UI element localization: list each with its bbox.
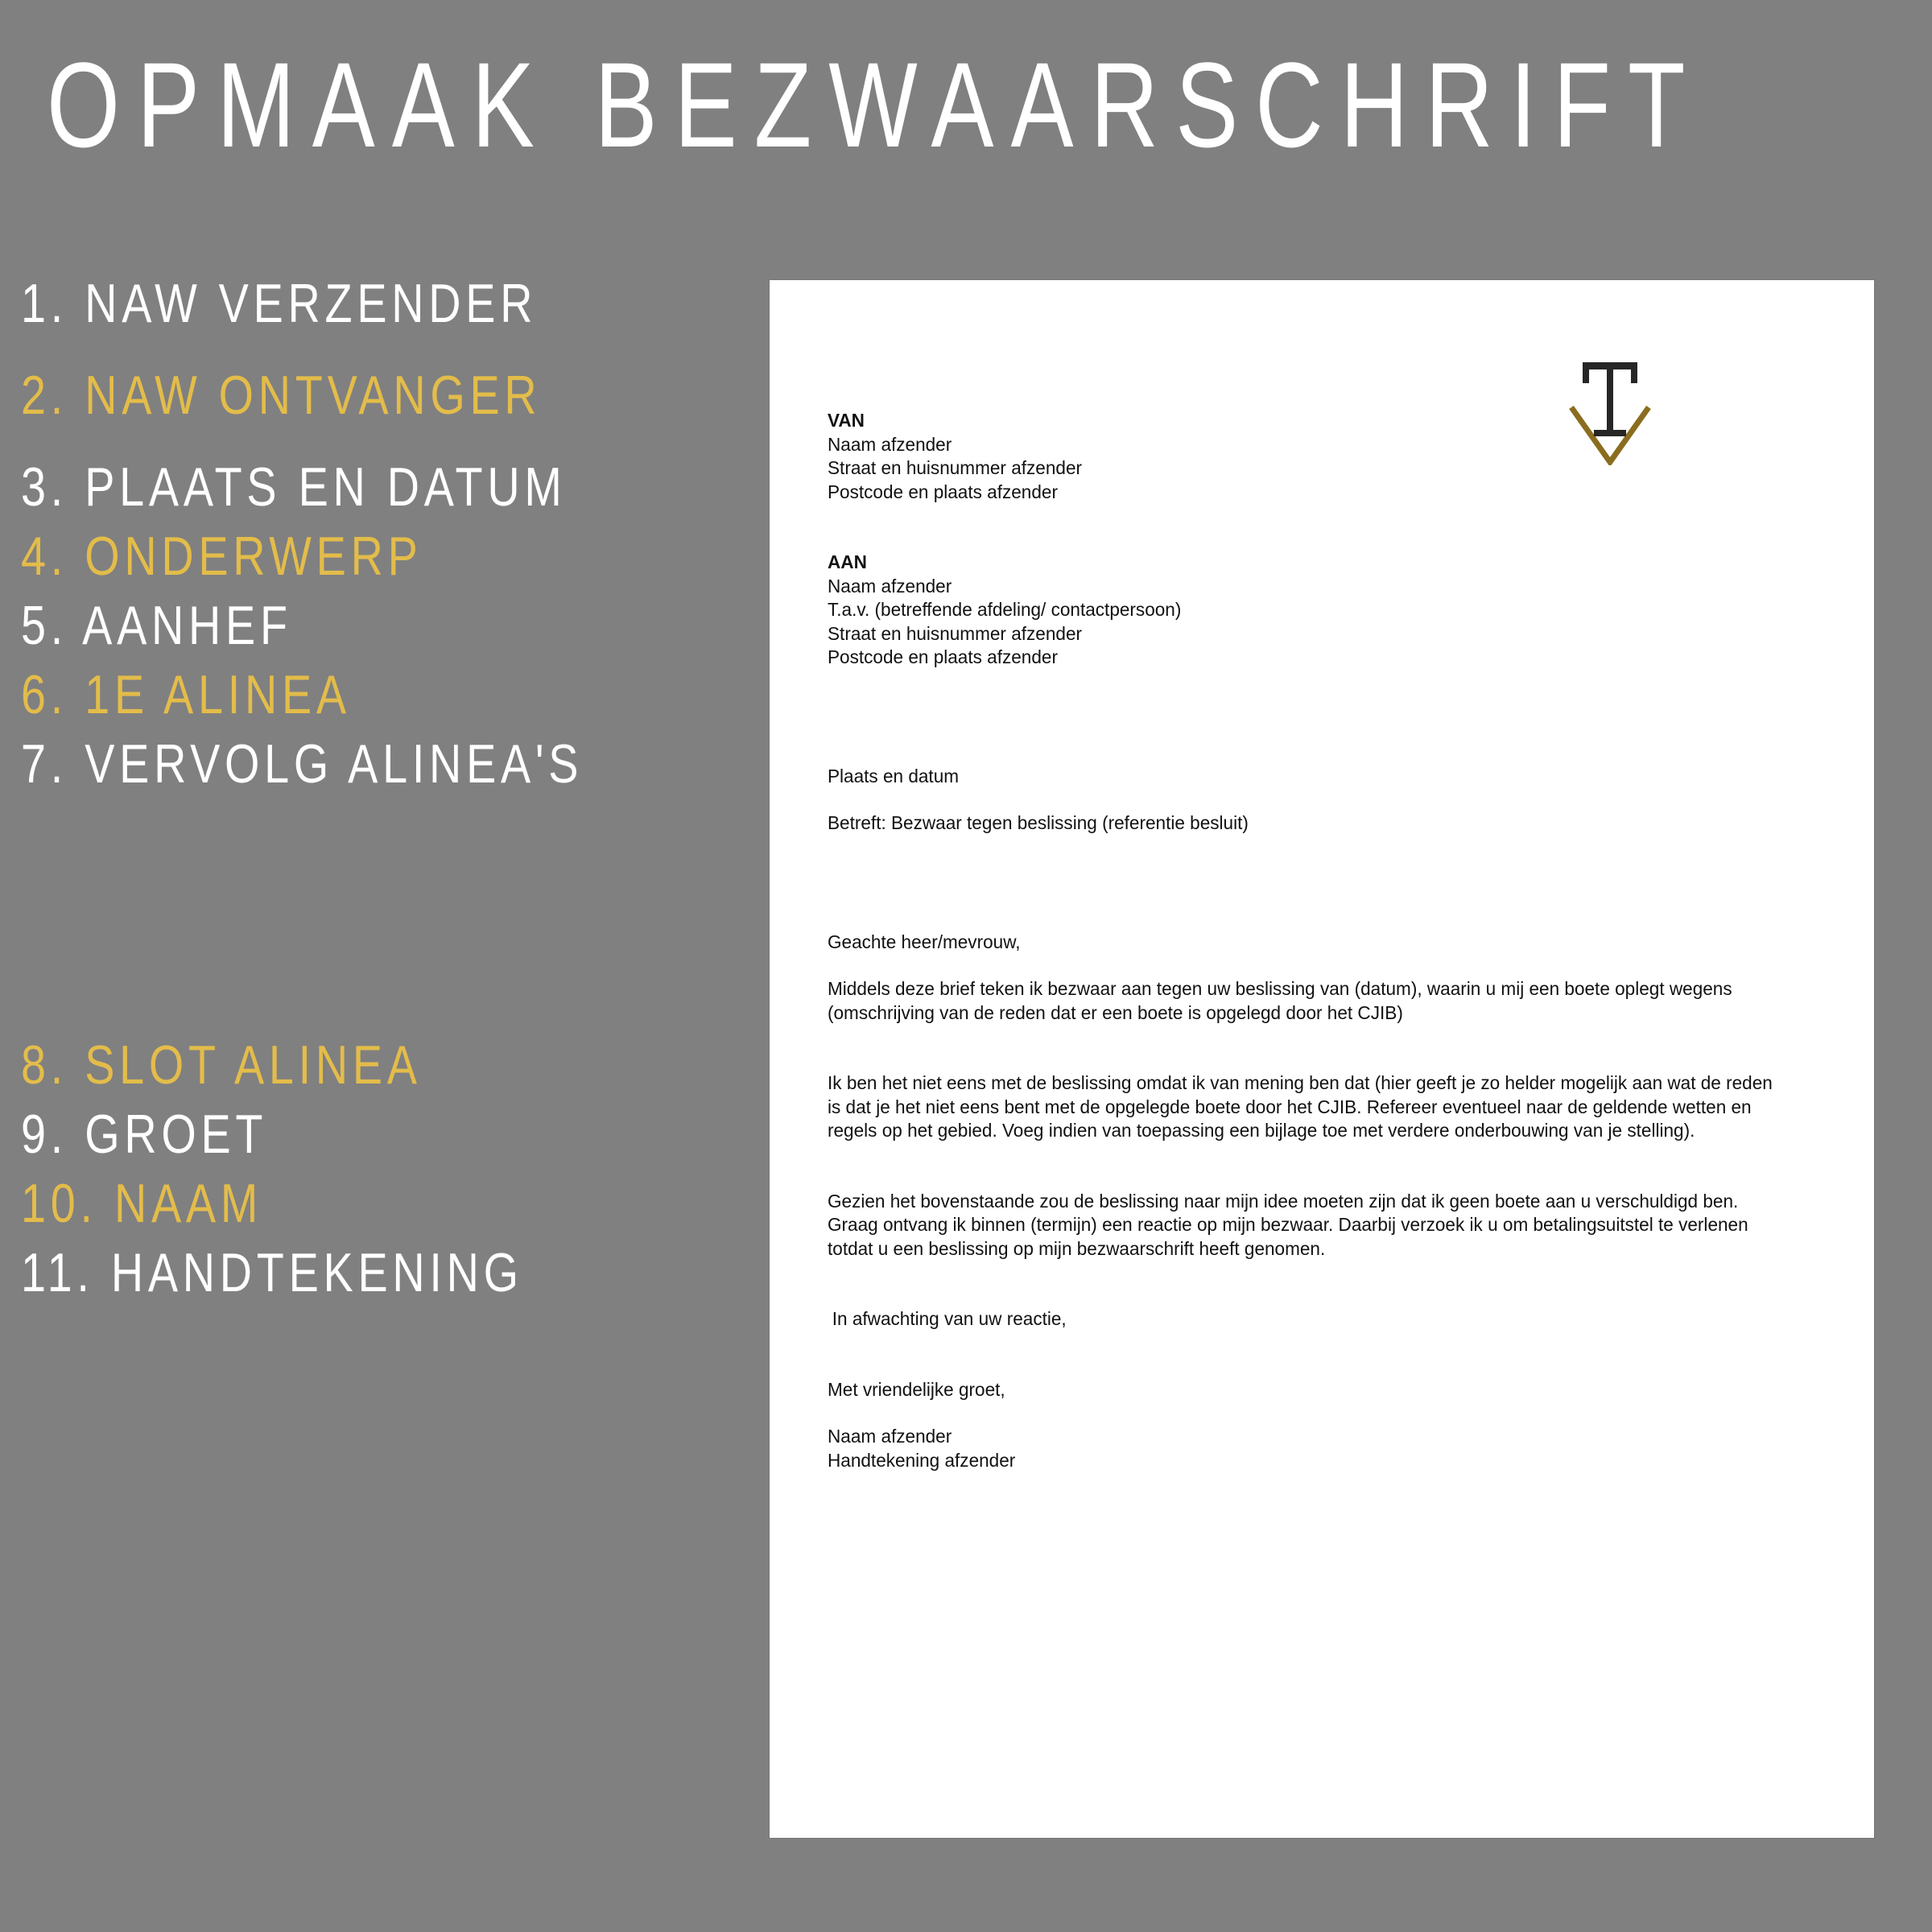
spacer xyxy=(828,1331,1789,1378)
spacer xyxy=(828,504,1789,551)
salutation: Geachte heer/mevrouw, xyxy=(828,931,1021,952)
checklist-item-1: 1. NAW VERZENDER xyxy=(21,273,538,334)
checklist-item-9: 9. GROET xyxy=(21,1104,268,1165)
recipient-line-2: T.a.v. (betreffende afdeling/ contactpersoon) xyxy=(828,599,1182,620)
closing-greeting: Met vriendelijke groet, xyxy=(828,1378,1005,1400)
place-and-date: Plaats en datum xyxy=(828,765,960,786)
checklist-item-10: 10. NAAM xyxy=(21,1173,263,1234)
paragraph-1: Middels deze brief teken ik bezwaar aan tegen uw beslissing van (datum), waarin u mij een boete oplegt wegens (omschrijving van de reden dat er een boete is opgelegd door het CJIB) xyxy=(828,978,1732,1023)
spacer xyxy=(21,333,745,365)
recipient-line-4: Postcode en plaats afzender xyxy=(828,646,1058,667)
checklist-item-8: 8. SLOT ALINEA xyxy=(21,1034,422,1096)
paragraph-3: Gezien het bovenstaande zou de beslissing naar mijn idee moeten zijn dat ik geen boete aan u verschuldigd ben. Graag ontvang ik binnen (termijn) een reactie op mijn bezwaar. Daarbij verzoek ik u om betalingsuitstel te verlenen totdat u een beslissing op mijn bezwaarschrift heeft genomen. xyxy=(828,1190,1748,1259)
closing-awaiting: In afwachting van uw reactie, xyxy=(832,1308,1067,1329)
page-title: OPMAAK BEZWAARSCHRIFT xyxy=(47,37,1703,172)
sender-line-3: Postcode en plaats afzender xyxy=(828,481,1058,502)
recipient-line-3: Straat en huisnummer afzender xyxy=(828,622,1083,644)
letter-sheet xyxy=(770,280,1874,1838)
recipient-line-1: Naam afzender xyxy=(828,575,952,597)
spacer xyxy=(828,1025,1789,1071)
spacer xyxy=(828,670,1789,765)
spacer xyxy=(21,794,745,1035)
sender-line-2: Straat en huisnummer afzender xyxy=(828,457,1083,478)
sender-heading: VAN xyxy=(828,410,865,431)
recipient-heading: AAN xyxy=(828,551,867,572)
sender-line-1: Naam afzender xyxy=(828,433,952,455)
checklist-item-7: 7. VERVOLG ALINEA'S xyxy=(21,733,584,795)
spacer xyxy=(828,788,1789,811)
checklist-item-5: 5. AANHEF xyxy=(21,595,292,656)
spacer xyxy=(828,954,1789,977)
letter-content xyxy=(828,409,1789,1472)
spacer xyxy=(828,1402,1789,1425)
spacer xyxy=(828,836,1789,931)
subject-line: Betreft: Bezwaar tegen beslissing (referentie besluit) xyxy=(828,812,1249,833)
signature-line: Handtekening afzender xyxy=(828,1449,1016,1471)
checklist-item-3: 3. PLAATS EN DATUM xyxy=(21,456,567,518)
spacer xyxy=(828,1261,1789,1307)
checklist xyxy=(21,274,745,1302)
spacer xyxy=(828,1143,1789,1190)
checklist-item-6: 6. 1E ALINEA xyxy=(21,664,351,725)
checklist-item-4: 4. ONDERWERP xyxy=(21,526,423,587)
signature-name: Naam afzender xyxy=(828,1426,952,1447)
checklist-item-2: 2. NAW ONTVANGER xyxy=(21,365,542,426)
checklist-item-11: 11. HANDTEKENING xyxy=(21,1242,523,1303)
paragraph-2: Ik ben het niet eens met de beslissing omdat ik van mening ben dat (hier geeft je zo helder mogelijk aan wat de reden is dat je het niet eens bent met de opgelegde boete door het CJIB. Refereer eventueel naar de geldende wetten en regels op het gebied. Voeg indien van toepassing een bijlage toe met verdere onderbouwing van je stelling). xyxy=(828,1072,1773,1141)
spacer xyxy=(21,425,745,457)
